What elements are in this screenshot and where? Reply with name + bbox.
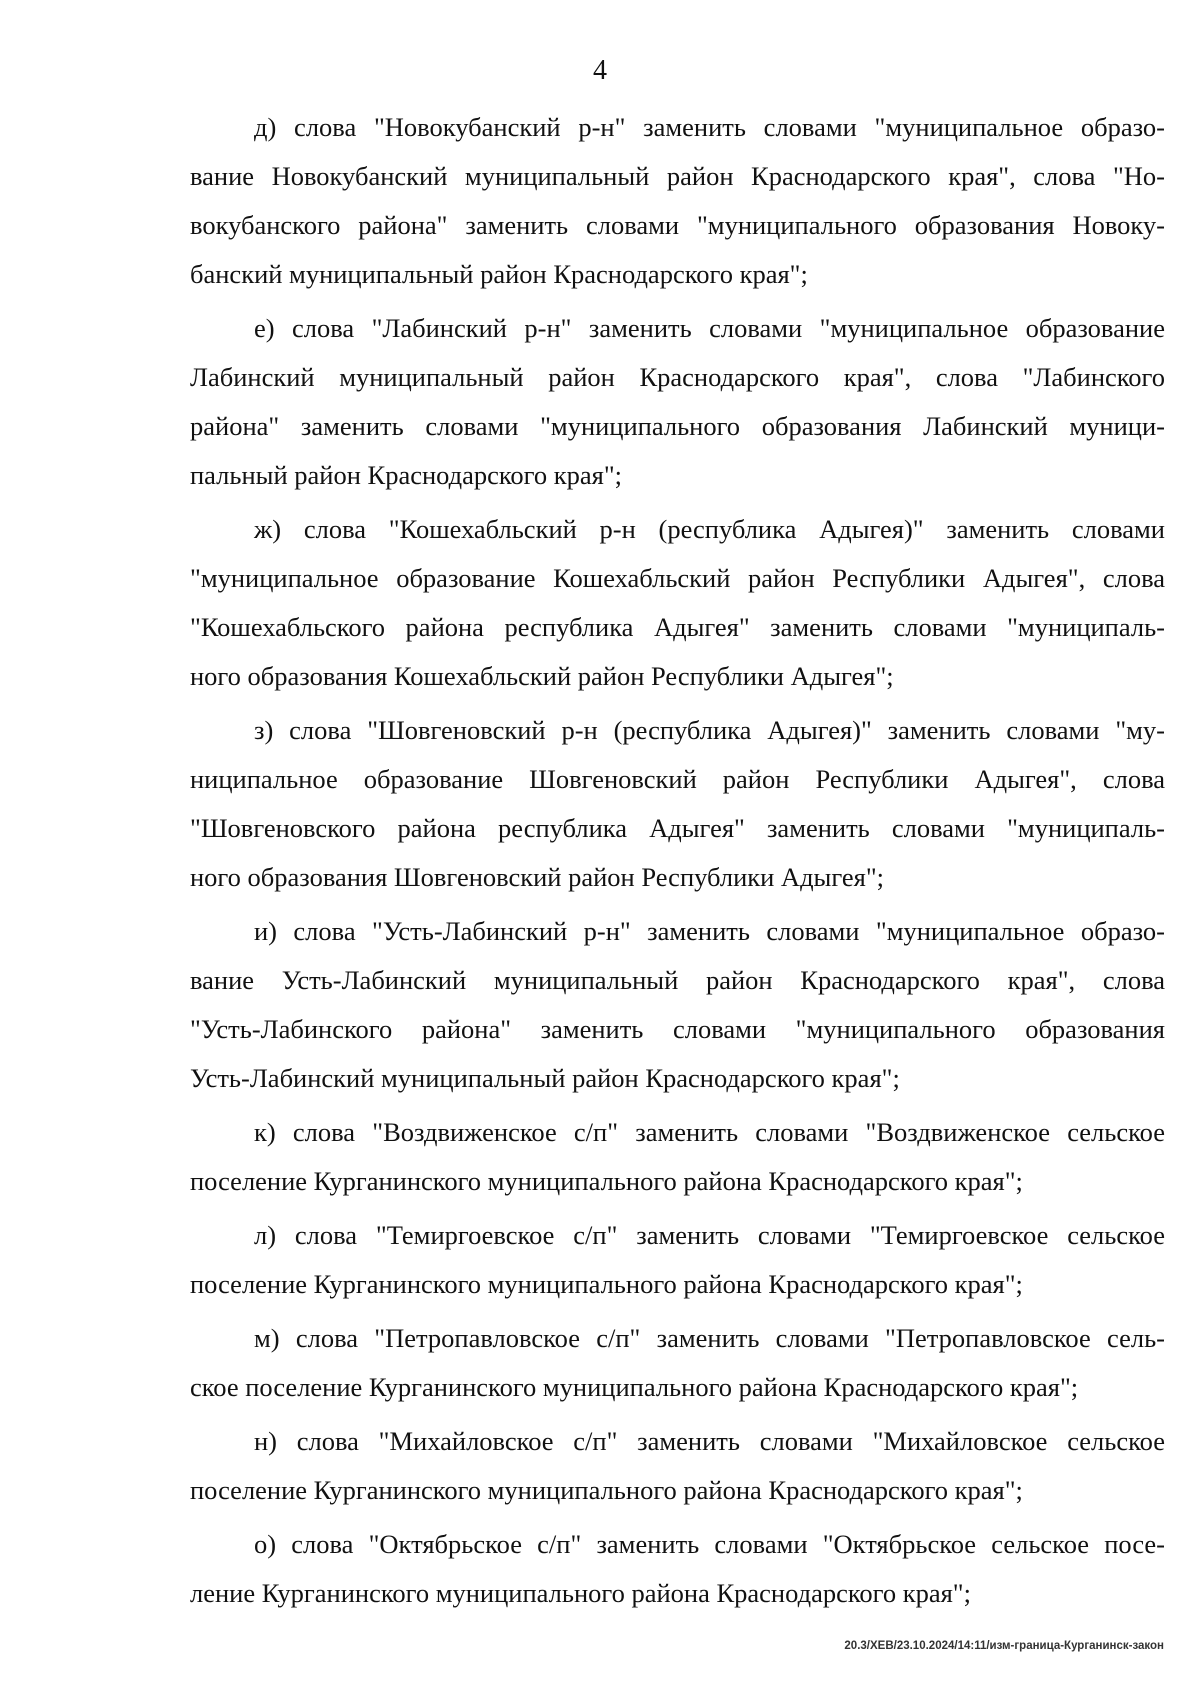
text-line: и) слова "Усть-Лабинский р-н" заменить словами "муниципальное образо-	[254, 916, 1165, 946]
text-line: е) слова "Лабинский р-н" заменить словами "муниципальное образование	[254, 313, 1165, 343]
paragraph-o	[190, 1520, 1165, 1618]
text-line: вание Усть-Лабинский муниципальный район Краснодарского края", слова	[190, 965, 1165, 995]
text-line: л) слова "Темиргоевское с/п" заменить словами "Темиргоевское сельское	[254, 1220, 1165, 1250]
text-line: к) слова "Воздвиженское с/п" заменить словами "Воздвиженское сельское	[254, 1117, 1165, 1147]
text-line: ниципальное образование Шовгеновский район Республики Адыгея", слова	[190, 764, 1165, 794]
text-line: "Шовгеновского района республика Адыгея" заменить словами "муниципаль-	[190, 813, 1165, 843]
text-line: Лабинский муниципальный район Краснодарского края", слова "Лабинского	[190, 362, 1165, 392]
text-line: м) слова "Петропавловское с/п" заменить словами "Петропавловское сель-	[254, 1323, 1165, 1353]
paragraph-zh	[190, 505, 1165, 701]
text-line: "Усть-Лабинского района" заменить словами "муниципального образования	[190, 1014, 1165, 1044]
text-line: вание Новокубанский муниципальный район Краснодарского края", слова "Но-	[190, 161, 1165, 191]
paragraph-m	[190, 1314, 1165, 1412]
text-line: д) слова "Новокубанский р-н" заменить словами "муниципальное образо-	[254, 112, 1165, 142]
text-line: вокубанского района" заменить словами "муниципального образования Новоку-	[190, 210, 1165, 240]
document-footer-code: 20.3/ХЕВ/23.10.2024/14:11/изм-граница-Курганинск-закон	[844, 1640, 1164, 1652]
paragraph-z	[190, 706, 1165, 902]
text-line: ного образования Кошехабльский район Республики Адыгея";	[190, 661, 894, 691]
text-line: "Кошехабльского района республика Адыгея" заменить словами "муниципаль-	[190, 612, 1165, 642]
paragraph-l	[190, 1211, 1165, 1309]
paragraph-e	[190, 304, 1165, 500]
text-line: района" заменить словами "муниципального образования Лабинский муници-	[190, 411, 1165, 441]
text-line: поселение Курганинского муниципального района Краснодарского края";	[190, 1269, 1023, 1299]
text-line: "муниципальное образование Кошехабльский район Республики Адыгея", слова	[190, 563, 1165, 593]
text-line: н) слова "Михайловское с/п" заменить словами "Михайловское сельское	[254, 1426, 1165, 1456]
text-line: ж) слова "Кошехабльский р-н (республика Адыгея)" заменить словами	[254, 514, 1165, 544]
text-line: Усть-Лабинский муниципальный район Краснодарского края";	[190, 1063, 900, 1093]
paragraph-k	[190, 1108, 1165, 1206]
paragraph-i	[190, 907, 1165, 1103]
text-line: пальный район Краснодарского края";	[190, 460, 623, 490]
text-line: ское поселение Курганинского муниципального района Краснодарского края";	[190, 1372, 1079, 1402]
text-line: з) слова "Шовгеновский р-н (республика Адыгея)" заменить словами "му-	[254, 715, 1165, 745]
paragraph-d	[190, 103, 1165, 299]
page-number: 4	[593, 55, 607, 86]
document-body	[190, 103, 1165, 1623]
paragraph-n	[190, 1417, 1165, 1515]
text-line: банский муниципальный район Краснодарского края";	[190, 259, 808, 289]
text-line: о) слова "Октябрьское с/п" заменить словами "Октябрьское сельское посе-	[254, 1529, 1165, 1559]
text-line: поселение Курганинского муниципального района Краснодарского края";	[190, 1475, 1023, 1505]
text-line: поселение Курганинского муниципального района Краснодарского края";	[190, 1166, 1023, 1196]
text-line: ление Курганинского муниципального района Краснодарского края";	[190, 1578, 971, 1608]
text-line: ного образования Шовгеновский район Республики Адыгея";	[190, 862, 885, 892]
